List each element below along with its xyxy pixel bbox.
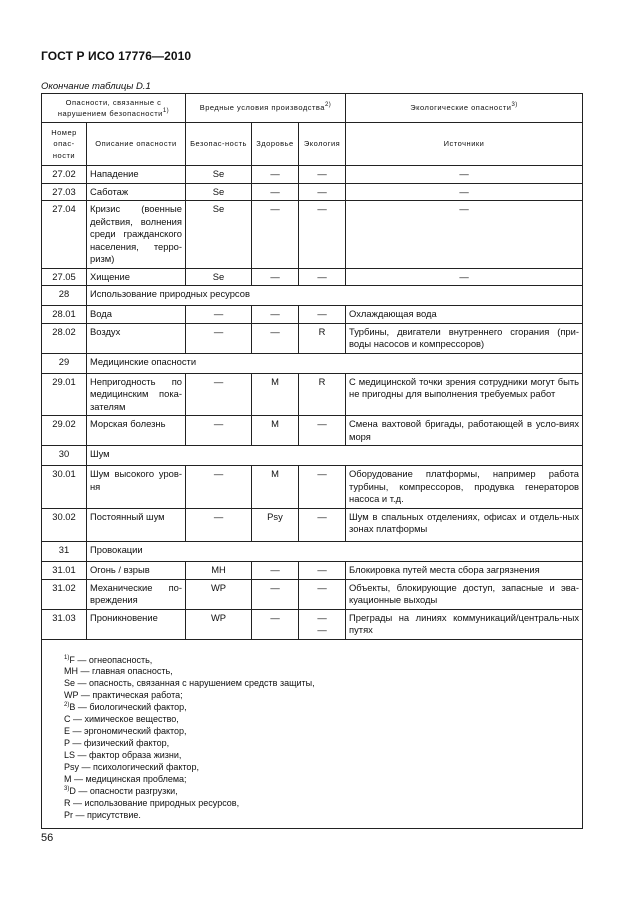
note-text: MH — главная опасность,: [64, 666, 173, 677]
note-line: [64, 666, 574, 678]
sources-value: Оборудование платформы, например работа турбины, компрессоров, продувка генераторов насоса и т.д.: [346, 466, 583, 509]
sources-value: —: [346, 201, 583, 269]
note-line: [64, 774, 574, 786]
section-row: [42, 541, 583, 561]
hazard-description: Шум высокого уров-ня: [87, 466, 186, 509]
table-row: [42, 416, 583, 446]
ecology-value: —: [299, 508, 346, 541]
note-text: E — эргономический фактор,: [64, 726, 187, 737]
ecology-value: —: [299, 268, 346, 286]
note-line: [64, 714, 574, 726]
section-number: 30: [42, 446, 87, 466]
table-row: [42, 201, 583, 269]
ecology-value: — —: [299, 609, 346, 639]
safety-value: —: [186, 306, 252, 324]
ecology-value: —: [299, 201, 346, 269]
safety-value: —: [186, 416, 252, 446]
safety-value: —: [186, 466, 252, 509]
table-row: [42, 183, 583, 201]
note-text: Pr — присутствие.: [64, 810, 141, 821]
note-line: [64, 798, 574, 810]
hazard-description: Огонь / взрыв: [87, 561, 186, 579]
hazard-description: Вода: [87, 306, 186, 324]
header-row-columns: [42, 123, 583, 166]
header-safety: Безопас-ность: [186, 123, 252, 166]
hazard-description: Воздух: [87, 323, 186, 353]
hazard-number: 27.03: [42, 183, 87, 201]
header-ecology-group: Экологические опасности$^{3)}$: [346, 94, 583, 123]
ecology-value: —: [299, 466, 346, 509]
hazard-number: 29.02: [42, 416, 87, 446]
safety-value: Se: [186, 268, 252, 286]
ecology-value: —: [299, 579, 346, 609]
health-value: —: [252, 323, 299, 353]
hazard-number: 29.01: [42, 373, 87, 416]
note-text: F — огнеопасность,: [69, 654, 153, 665]
ecology-value: —: [299, 306, 346, 324]
section-row: [42, 353, 583, 373]
health-value: —: [252, 609, 299, 639]
note-line: [64, 678, 574, 690]
note-text: C — химическое вещество,: [64, 714, 179, 725]
hazard-description: Кризис (военные действия, волнения среди гражданского населения, терро-ризм): [87, 201, 186, 269]
page-number: 56: [41, 832, 54, 844]
sources-value: Турбины, двигатели внутреннего сгорания (при-воды насосов и компрессоров): [346, 323, 583, 353]
hazard-number: 31.02: [42, 579, 87, 609]
health-value: —: [252, 561, 299, 579]
table-row: [42, 306, 583, 324]
note-line: [64, 702, 574, 714]
hazard-number: 30.01: [42, 466, 87, 509]
header-working-conditions-group: Вредные условия производства$^{2)}$: [186, 94, 346, 123]
note-line: [64, 690, 574, 702]
safety-value: MH: [186, 561, 252, 579]
sources-value: —: [346, 166, 583, 184]
table-row: [42, 373, 583, 416]
hazard-number: 31.03: [42, 609, 87, 639]
document-title: ГОСТ Р ИСО 17776—2010: [41, 49, 192, 63]
safety-value: WP: [186, 579, 252, 609]
hazard-description: Механические по-вреждения: [87, 579, 186, 609]
table-notes: [42, 639, 583, 829]
note-text: M — медицинская проблема;: [64, 774, 187, 785]
hazard-description: Хищение: [87, 268, 186, 286]
note-text: R — использование природных ресурсов,: [64, 798, 240, 809]
safety-value: WP: [186, 609, 252, 639]
note-line: [64, 655, 574, 667]
health-value: —: [252, 268, 299, 286]
header-safety-group: Опасности, связанные с нарушением безопасности$^{1)}$: [42, 94, 186, 123]
note-line: [64, 786, 574, 798]
note-line: [64, 762, 574, 774]
ecology-value: —: [299, 416, 346, 446]
sources-value: Шум в спальных отделениях, офисах и отдель-ных зонах платформы: [346, 508, 583, 541]
note-footnote-mark: 1): [64, 654, 70, 661]
safety-value: —: [186, 323, 252, 353]
ecology-value: —: [299, 166, 346, 184]
section-row: [42, 446, 583, 466]
hazard-description: Нападение: [87, 166, 186, 184]
hazard-description: Постоянный шум: [87, 508, 186, 541]
hazard-number: 27.05: [42, 268, 87, 286]
note-text: B — биологический фактор,: [69, 702, 187, 713]
ecology-value: —: [299, 183, 346, 201]
hazard-number: 30.02: [42, 508, 87, 541]
health-value: Psy: [252, 508, 299, 541]
table-row: [42, 166, 583, 184]
header-row-groups: [42, 94, 583, 123]
health-value: —: [252, 579, 299, 609]
table-row: [42, 323, 583, 353]
safety-value: —: [186, 508, 252, 541]
table-row: [42, 268, 583, 286]
safety-value: —: [186, 373, 252, 416]
note-text: Psy — психологический фактор,: [64, 762, 199, 773]
safety-value: Se: [186, 183, 252, 201]
ecology-value: R: [299, 373, 346, 416]
sources-value: —: [346, 268, 583, 286]
health-value: —: [252, 306, 299, 324]
sources-value: С медицинской точки зрения сотрудники могут быть не пригодны для выполнения требуемых работ: [346, 373, 583, 416]
note-line: [64, 810, 574, 822]
table-row: [42, 561, 583, 579]
hazard-number: 27.04: [42, 201, 87, 269]
header-ecology: Экология: [299, 123, 346, 166]
note-line: [64, 738, 574, 750]
note-line: [64, 726, 574, 738]
hazard-number: 31.01: [42, 561, 87, 579]
header-number: Номер опас-ности: [42, 123, 87, 166]
section-number: 28: [42, 286, 87, 306]
table-row: [42, 466, 583, 509]
hazard-number: 27.02: [42, 166, 87, 184]
safety-value: Se: [186, 166, 252, 184]
section-number: 29: [42, 353, 87, 373]
sources-value: Охлаждающая вода: [346, 306, 583, 324]
table-row: [42, 579, 583, 609]
section-title: Шум: [87, 446, 583, 466]
hazard-table: [41, 93, 583, 829]
sources-value: Преграды на линиях коммуникаций/централь-ных путях: [346, 609, 583, 639]
table-row: [42, 609, 583, 639]
section-number: 31: [42, 541, 87, 561]
hazard-description: Морская болезнь: [87, 416, 186, 446]
note-footnote-mark: 3): [64, 786, 70, 793]
health-value: M: [252, 466, 299, 509]
table-body: [42, 166, 583, 640]
notes-row: [42, 639, 583, 829]
table-caption: Окончание таблицы D.1: [41, 81, 151, 92]
sources-value: —: [346, 183, 583, 201]
section-title: Медицинские опасности: [87, 353, 583, 373]
hazard-number: 28.02: [42, 323, 87, 353]
hazard-description: Проникновение: [87, 609, 186, 639]
note-footnote-mark: 2): [64, 702, 70, 709]
health-value: M: [252, 373, 299, 416]
header-sources: Источники: [346, 123, 583, 166]
sources-value: Смена вахтовой бригады, работающей в усло-виях моря: [346, 416, 583, 446]
sources-value: Объекты, блокирующие доступ, запасные и эва-куационные выходы: [346, 579, 583, 609]
hazard-description: Саботаж: [87, 183, 186, 201]
note-text: LS — фактор образа жизни,: [64, 750, 182, 761]
note-text: P — физический фактор,: [64, 738, 170, 749]
note-text: D — опасности разгрузки,: [69, 786, 178, 797]
health-value: M: [252, 416, 299, 446]
section-row: [42, 286, 583, 306]
note-line: [64, 750, 574, 762]
sources-value: Блокировка путей места сбора загрязнения: [346, 561, 583, 579]
section-title: Использование природных ресурсов: [87, 286, 583, 306]
hazard-description: Непригодность по медицинским пока-зателям: [87, 373, 186, 416]
table-row: [42, 508, 583, 541]
ecology-value: R: [299, 323, 346, 353]
note-text: Se — опасность, связанная с нарушением средств защиты,: [64, 678, 315, 689]
note-text: WP — практическая работа;: [64, 690, 183, 701]
header-health: Здоровье: [252, 123, 299, 166]
safety-value: Se: [186, 201, 252, 269]
hazard-number: 28.01: [42, 306, 87, 324]
health-value: —: [252, 166, 299, 184]
health-value: —: [252, 201, 299, 269]
ecology-value: —: [299, 561, 346, 579]
header-description: Описание опасности: [87, 123, 186, 166]
section-title: Провокации: [87, 541, 583, 561]
health-value: —: [252, 183, 299, 201]
